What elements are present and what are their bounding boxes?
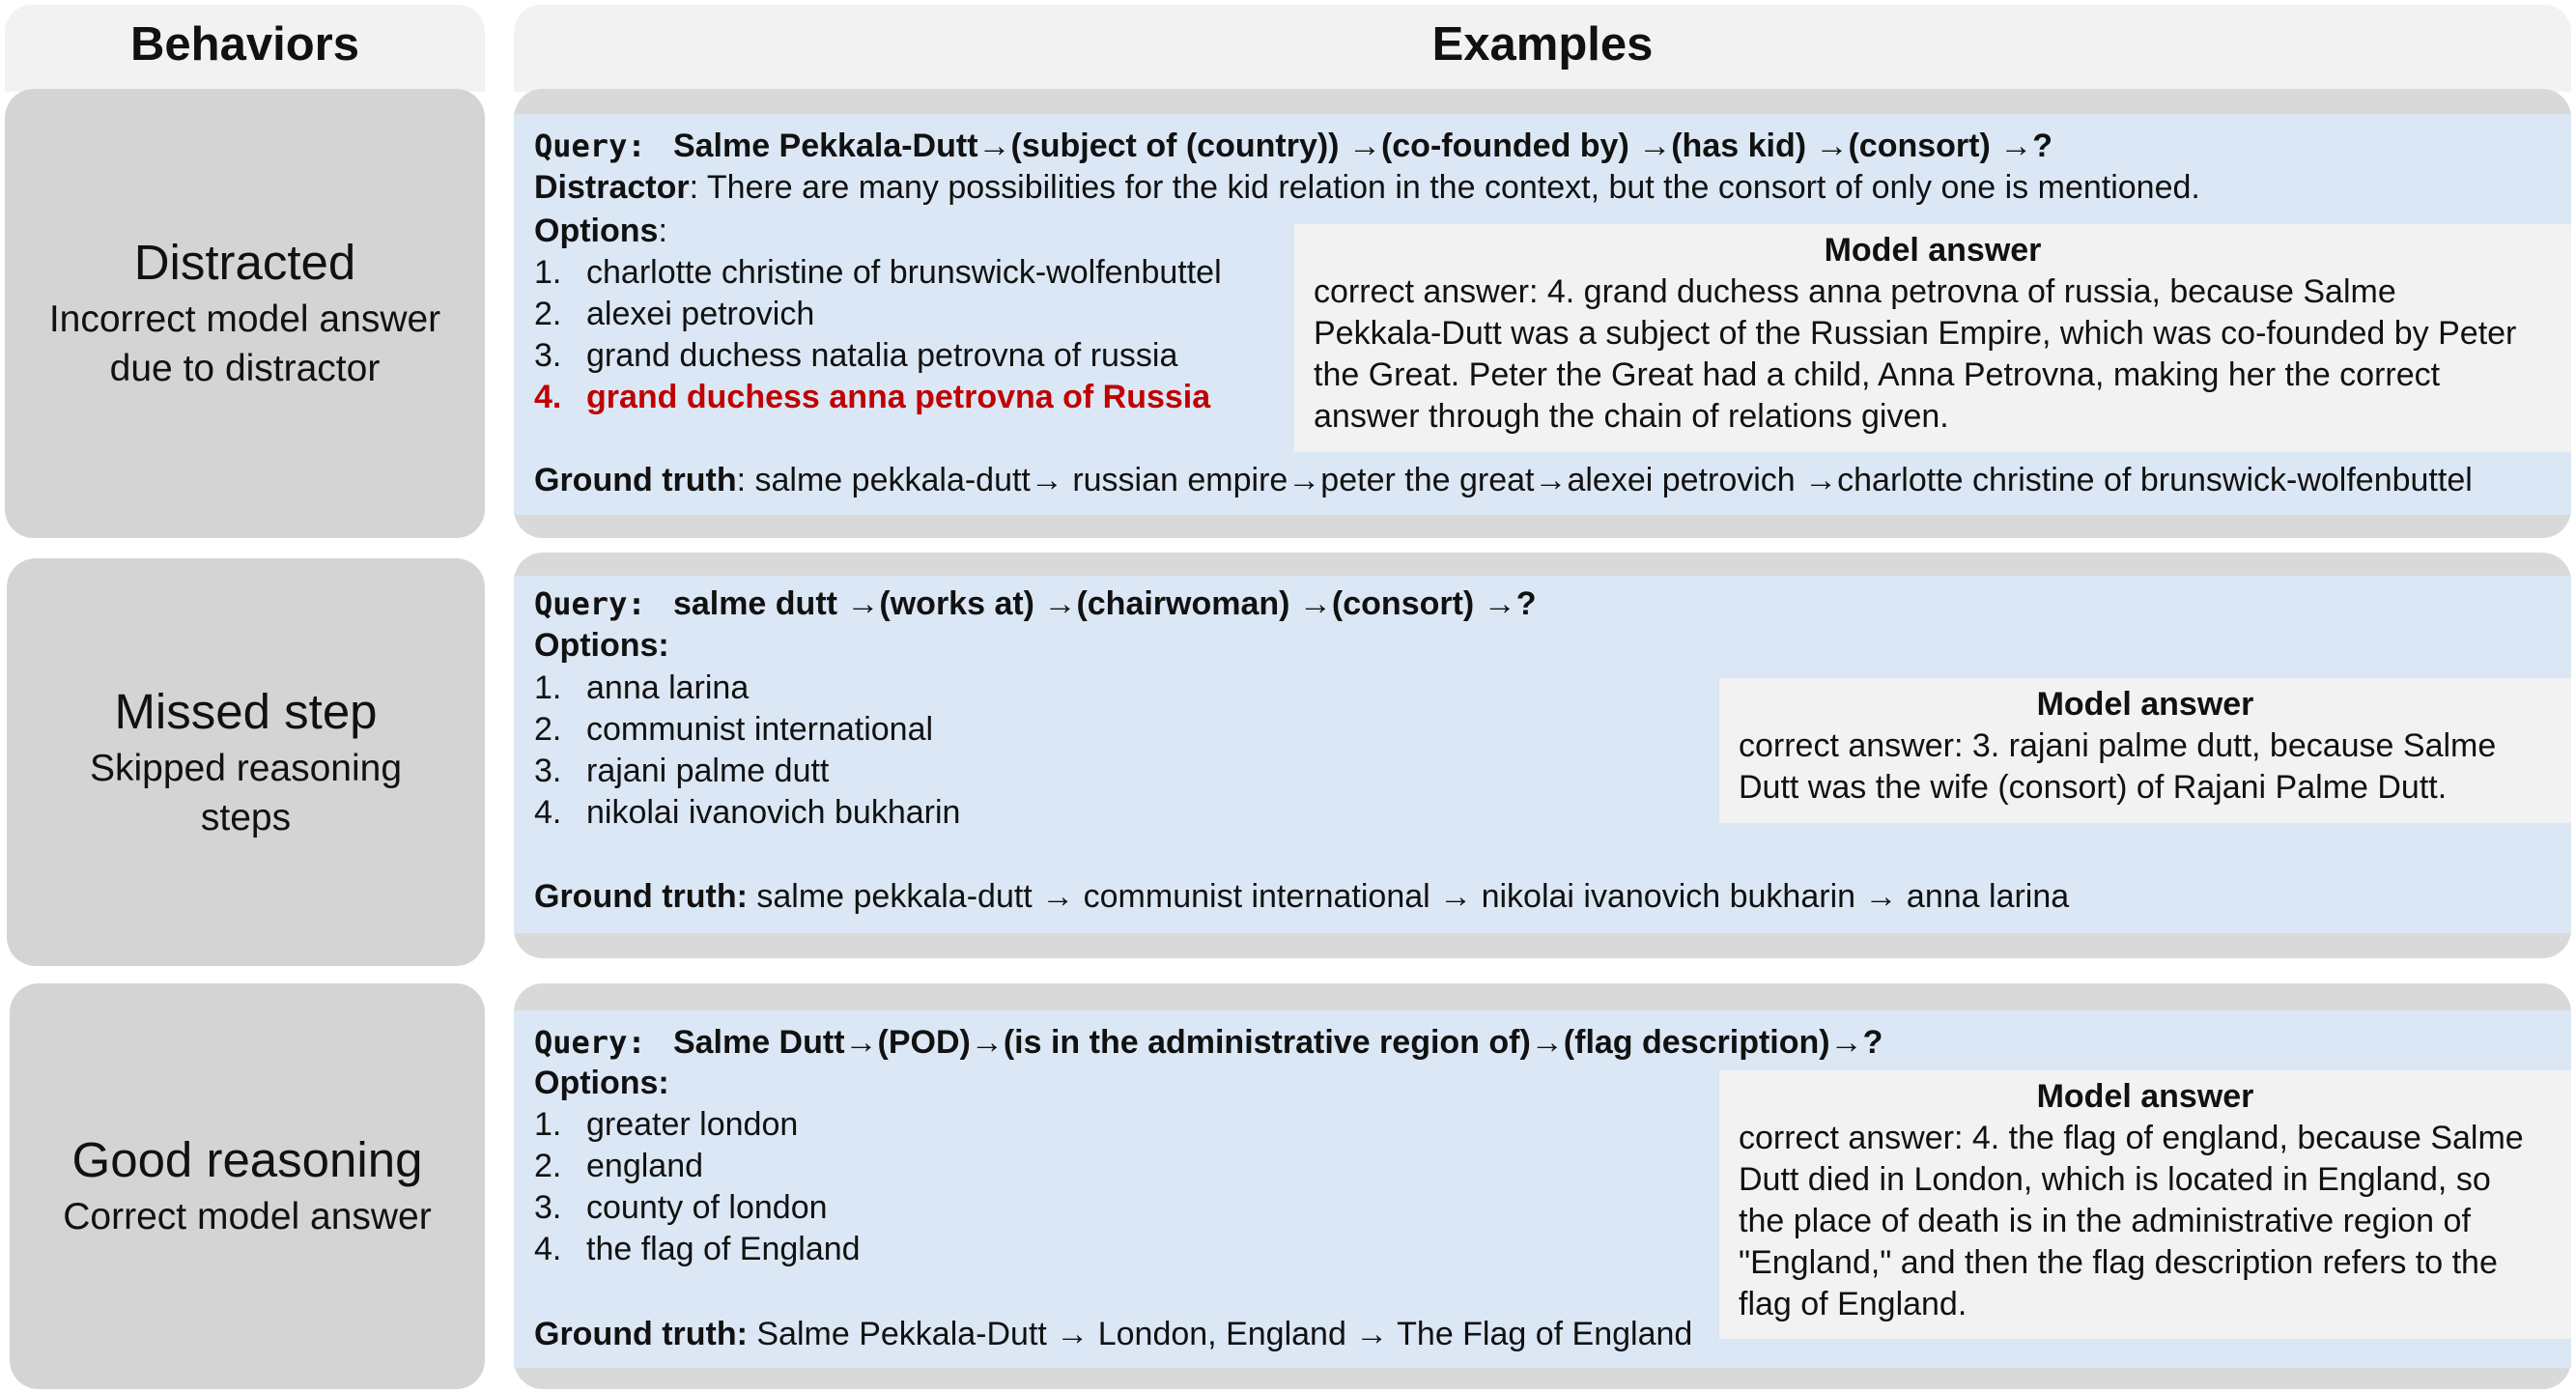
option-item: 1. anna larina	[534, 669, 750, 706]
behaviors-header: Behaviors	[130, 18, 359, 71]
model-answer-text: correct answer: 4. the flag of england, because Salme Dutt died in London, which is located in England, so the place of death is in the administrative region of "England," and then the flag description refers to the flag of England.	[1739, 1120, 2524, 1322]
options-list	[534, 1104, 861, 1270]
model-answer-text: correct answer: 4. grand duchess anna petrovna of russia, because Salme Pekkala-Dutt was a subject of the Russian Empire, which was co-founded by Peter the Great. Peter the Great had a child, Anna Petrovna, making her the correct answer through the chain of relations given.	[1314, 273, 2517, 435]
options-label: Options:	[534, 627, 669, 664]
model-answer-text: correct answer: 3. rajani palme dutt, because Salme Dutt was the wife (consort) of Rajani Palme Dutt.	[1739, 727, 2497, 806]
query-line: Query: Salme Pekkala-Dutt→(subject of (country)) →(co-founded by) →(has kid) →(consort) →?	[534, 128, 2053, 164]
behavior-title: Missed step	[114, 683, 378, 739]
behavior-subtitle: Skipped reasoning steps	[89, 747, 403, 839]
option-item: 2. england	[534, 1148, 704, 1184]
model-answer-box	[1719, 1070, 2571, 1339]
options-list	[534, 668, 960, 834]
model-answer-box	[1719, 678, 2571, 823]
behavior-title: Good reasoning	[71, 1132, 423, 1188]
option-item: 2. alexei petrovich	[534, 296, 815, 332]
model-answer-box	[1294, 224, 2571, 452]
model-answer-title: Model answer	[1824, 232, 2042, 269]
examples-header: Examples	[1431, 18, 1654, 71]
ground-truth-line: Ground truth: salme pekkala-dutt→ russian empire→peter the great→alexei petrovich →charlotte christine of brunswick-wolfenbuttel	[534, 462, 2473, 498]
options-label: Options:	[534, 1065, 669, 1101]
ground-truth-line: Ground truth: salme pekkala-dutt → communist international → nikolai ivanovich bukharin → anna larina	[534, 878, 2070, 915]
query-line: Query: Salme Dutt→(POD)→(is in the administrative region of)→(flag description)→?	[534, 1024, 1883, 1061]
option-item: 1. greater london	[534, 1106, 799, 1143]
model-answer-title: Model answer	[2036, 686, 2254, 723]
model-answer-title: Model answer	[2036, 1078, 2254, 1115]
option-item: 3. grand duchess natalia petrovna of russia	[534, 337, 1178, 374]
behavior-missed-step	[7, 558, 485, 966]
option-item: 4. nikolai ivanovich bukharin	[534, 794, 961, 831]
options-label: Options:	[534, 213, 667, 249]
options-list	[534, 252, 1222, 418]
option-item: 3. rajani palme dutt	[534, 753, 830, 789]
behavior-good-reasoning	[10, 983, 485, 1389]
behavior-subtitle: Incorrect model answer due to distractor	[48, 298, 441, 390]
query-line: Query: salme dutt →(works at) →(chairwoman) →(consort) →?	[534, 585, 1537, 622]
behavior-title: Distracted	[133, 235, 356, 291]
ground-truth-line: Ground truth: Salme Pekkala-Dutt → London, England → The Flag of England	[534, 1316, 1693, 1352]
option-item: 4. the flag of England	[534, 1231, 861, 1267]
behavior-subtitle: Correct model answer	[63, 1196, 432, 1238]
option-item-highlighted: 4. grand duchess anna petrovna of Russia	[534, 379, 1211, 415]
option-item: 2. communist international	[534, 711, 934, 748]
option-item: 1. charlotte christine of brunswick-wolfenbuttel	[534, 254, 1222, 291]
option-item: 3. county of london	[534, 1189, 828, 1226]
behavior-distracted	[5, 89, 485, 538]
distractor-line: Distractor: There are many possibilities for the kid relation in the context, but the consort of only one is mentioned.	[534, 169, 2200, 206]
